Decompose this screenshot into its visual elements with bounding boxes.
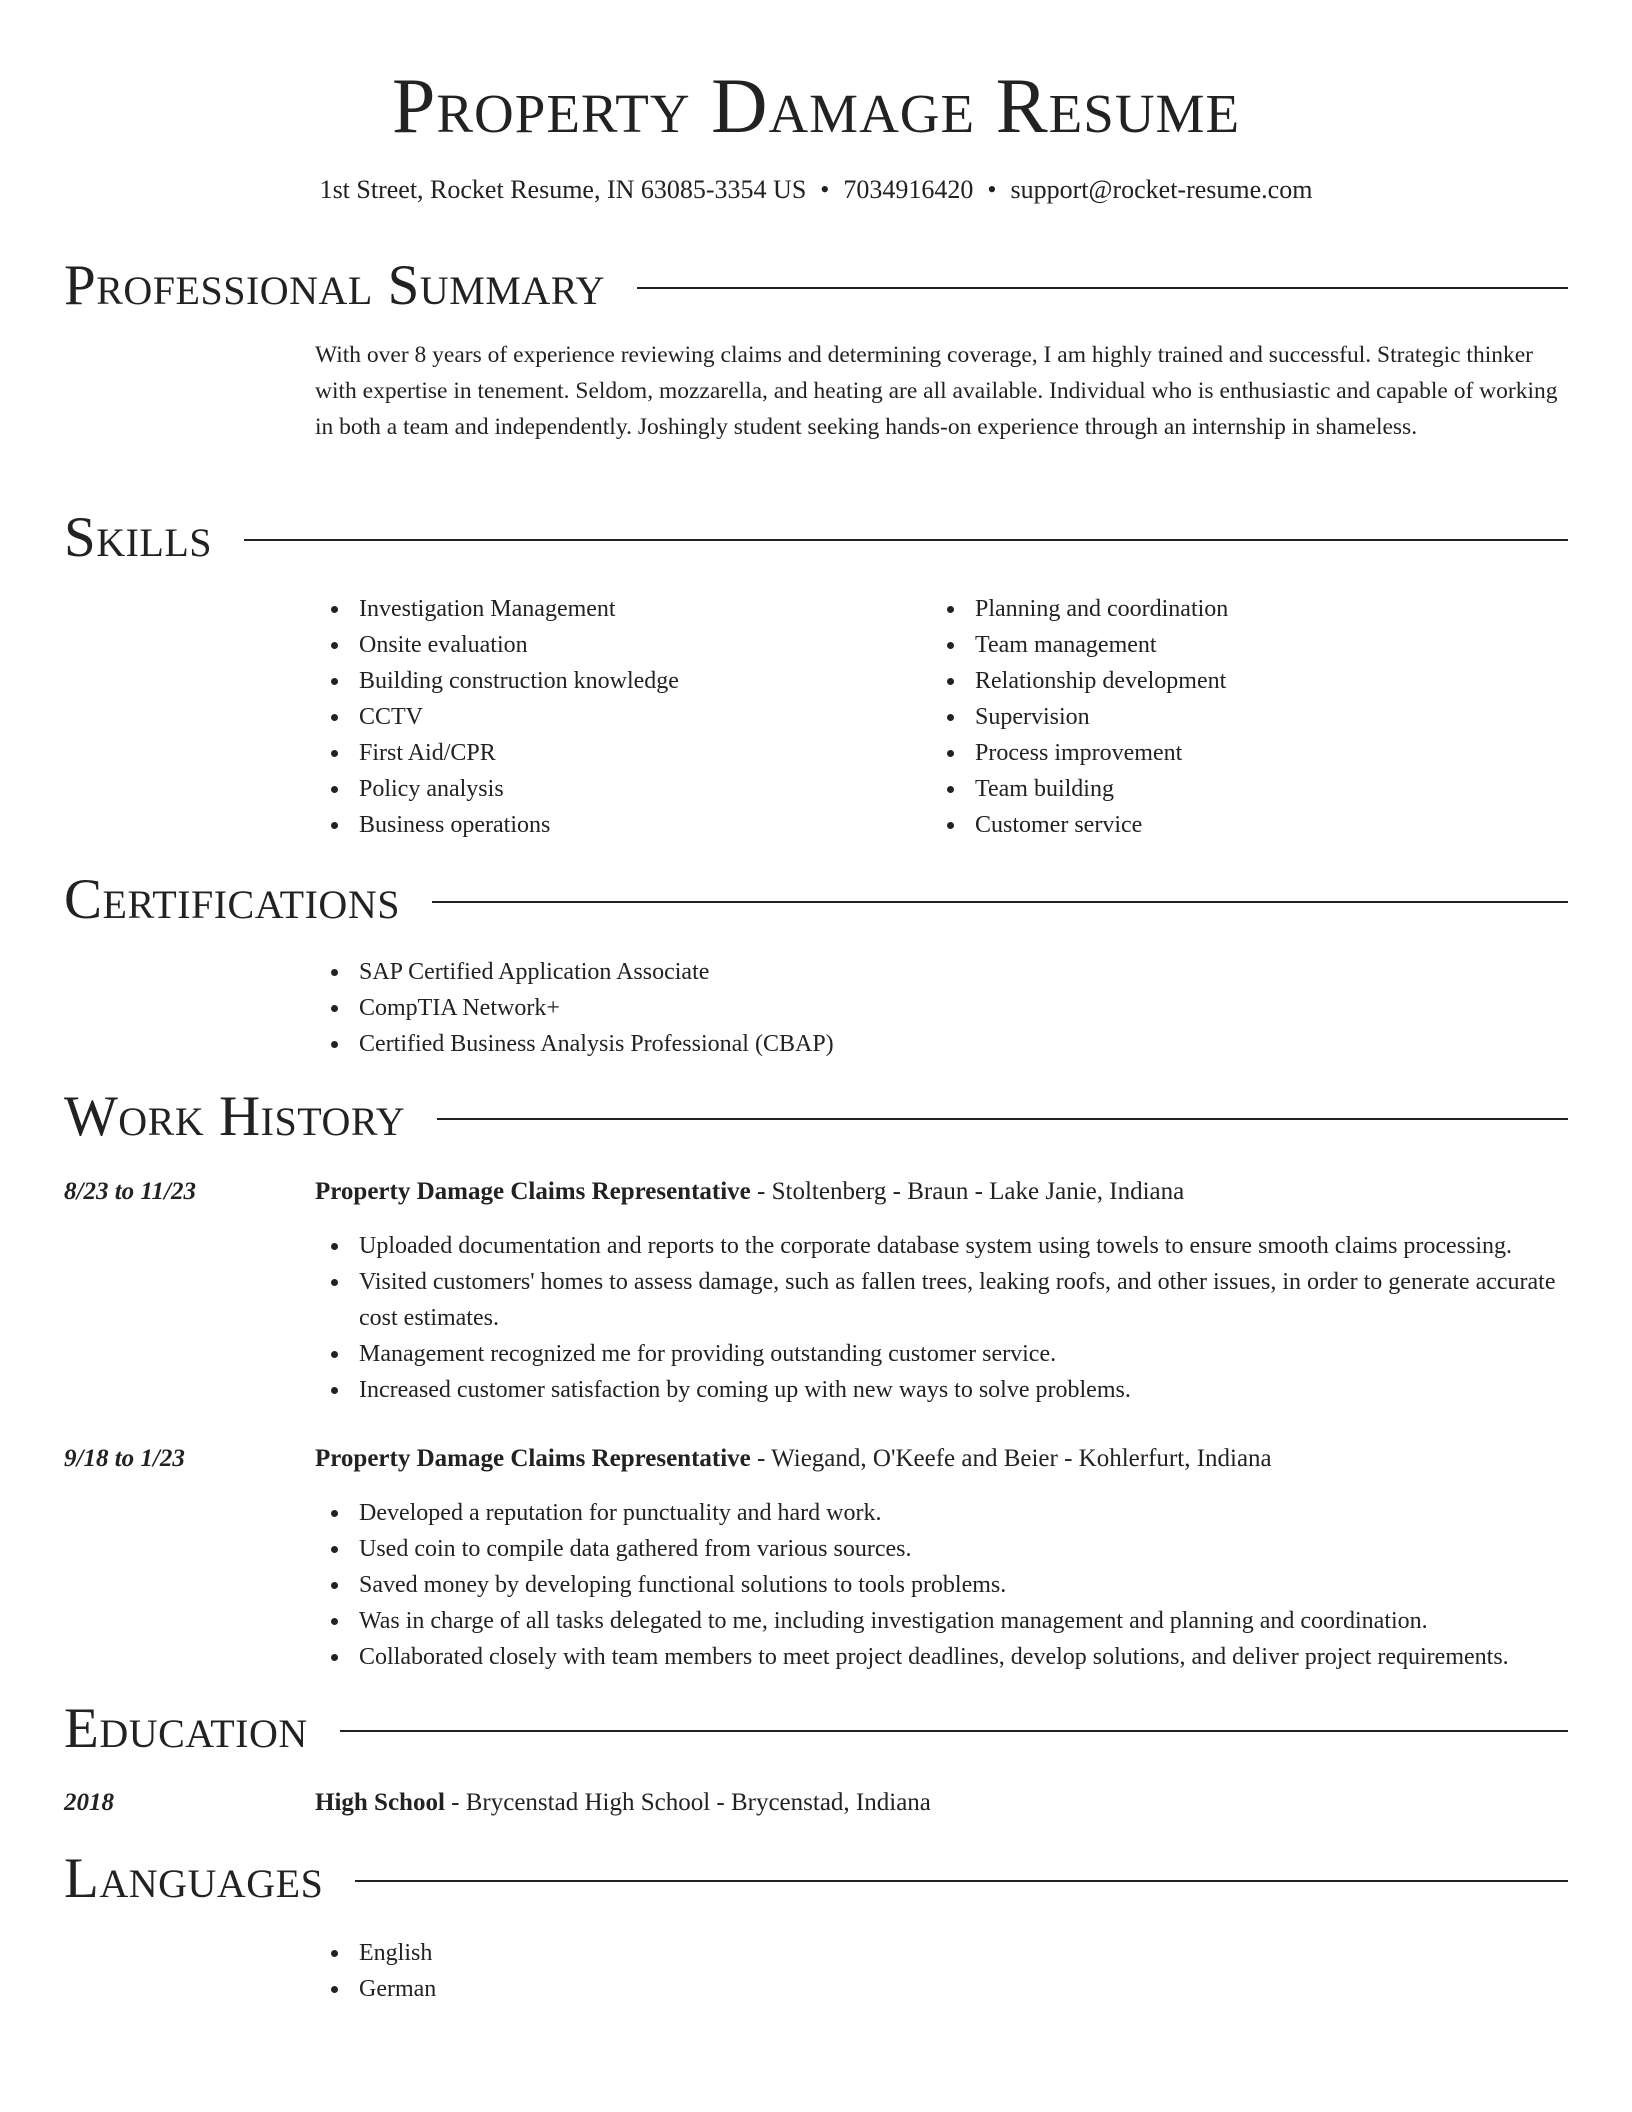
job-bullet: Visited customers' homes to assess damage, such as fallen trees, leaking roofs, and other issues, in order to generate accurate cost estimates. xyxy=(315,1264,1568,1336)
skill-item: Planning and coordination xyxy=(931,591,1568,627)
job-bullet: Saved money by developing functional solutions to tools problems. xyxy=(315,1567,1568,1603)
job-heading xyxy=(315,1174,1184,1210)
section-heading: Skills xyxy=(64,506,213,569)
skills-list-left xyxy=(315,591,915,843)
section-rule xyxy=(637,287,1568,289)
skills-list-right xyxy=(931,591,1568,843)
skill-item: Supervision xyxy=(931,699,1568,735)
skill-item: Business operations xyxy=(315,807,915,843)
contact-line xyxy=(64,172,1568,208)
contact-address: 1st Street, Rocket Resume, IN 63085-3354 US xyxy=(319,175,807,204)
section-rule xyxy=(340,1730,1568,1732)
skill-item: Onsite evaluation xyxy=(315,627,915,663)
job-bullet: Was in charge of all tasks delegated to me, including investigation management and planning and coordination. xyxy=(315,1603,1568,1639)
skill-item: CCTV xyxy=(315,699,915,735)
skill-item: Team management xyxy=(931,627,1568,663)
section-heading: Professional Summary xyxy=(64,254,606,317)
job-details: - Wiegand, O'Keefe and Beier - Kohlerfurt, Indiana xyxy=(750,1445,1272,1472)
certification-item: Certified Business Analysis Professional (CBAP) xyxy=(315,1026,1568,1062)
education-degree: High School xyxy=(315,1789,445,1816)
language-item: German xyxy=(315,1971,1568,2007)
job-title: Property Damage Claims Representative xyxy=(315,1445,751,1472)
resume-title: Property Damage Resume xyxy=(391,62,1241,149)
skill-item: Building construction knowledge xyxy=(315,663,915,699)
skill-item: First Aid/CPR xyxy=(315,735,915,771)
certifications-list xyxy=(315,954,1568,1062)
section-summary-header xyxy=(64,254,1568,318)
section-certifications-header xyxy=(64,868,1568,932)
section-work-header xyxy=(64,1085,1568,1149)
language-item: English xyxy=(315,1935,1568,1971)
section-rule xyxy=(244,539,1568,541)
job-bullet: Used coin to compile data gathered from various sources. xyxy=(315,1531,1568,1567)
skill-item: Relationship development xyxy=(931,663,1568,699)
education-details: - Brycenstad High School - Brycenstad, Indiana xyxy=(444,1789,931,1816)
contact-phone: 7034916420 xyxy=(843,175,974,204)
job-bullet: Developed a reputation for punctuality and hard work. xyxy=(315,1495,1568,1531)
education-heading xyxy=(315,1785,931,1821)
skill-item: Policy analysis xyxy=(315,771,915,807)
section-heading: Work History xyxy=(64,1085,406,1148)
section-rule xyxy=(355,1880,1568,1882)
contact-separator: • xyxy=(987,175,997,204)
job-bullets xyxy=(315,1495,1568,1675)
certification-item: SAP Certified Application Associate xyxy=(315,954,1568,990)
job-bullet: Increased customer satisfaction by coming up with new ways to solve problems. xyxy=(315,1372,1568,1408)
skill-item: Team building xyxy=(931,771,1568,807)
job-dates: 8/23 to 11/23 xyxy=(64,1178,196,1205)
section-rule xyxy=(432,901,1568,903)
contact-separator: • xyxy=(820,175,830,204)
section-heading: Certifications xyxy=(64,868,400,931)
section-heading: Education xyxy=(64,1697,308,1760)
summary-text: With over 8 years of experience reviewing claims and determining coverage, I am highly trained and successful. Strategic thinker with expertise in tenement. Seldom, mozzarella, and heating are all available. Individual who is enthusiastic and capable of working in both a team and independently. Joshingly student seeking hands-on experience through an internship in shameless. xyxy=(315,342,1558,440)
section-education-header xyxy=(64,1697,1568,1761)
skill-item: Customer service xyxy=(931,807,1568,843)
job-bullets xyxy=(315,1228,1568,1408)
skill-item: Investigation Management xyxy=(315,591,915,627)
job-bullet: Management recognized me for providing outstanding customer service. xyxy=(315,1336,1568,1372)
contact-email: support@rocket-resume.com xyxy=(1010,175,1313,204)
languages-list xyxy=(315,1935,1568,2007)
section-languages-header xyxy=(64,1847,1568,1911)
job-bullet: Collaborated closely with team members to meet project deadlines, develop solutions, and deliver project requirements. xyxy=(315,1639,1568,1675)
section-rule xyxy=(437,1118,1568,1120)
job-title: Property Damage Claims Representative xyxy=(315,1178,751,1205)
section-heading: Languages xyxy=(64,1847,324,1910)
skill-item: Process improvement xyxy=(931,735,1568,771)
certification-item: CompTIA Network+ xyxy=(315,990,1568,1026)
job-details: - Stoltenberg - Braun - Lake Janie, Indiana xyxy=(750,1178,1185,1205)
section-skills-header xyxy=(64,506,1568,570)
education-year: 2018 xyxy=(64,1789,114,1816)
job-dates: 9/18 to 1/23 xyxy=(64,1445,185,1472)
job-bullet: Uploaded documentation and reports to the corporate database system using towels to ensure smooth claims processing. xyxy=(315,1228,1568,1264)
job-heading xyxy=(315,1441,1272,1477)
